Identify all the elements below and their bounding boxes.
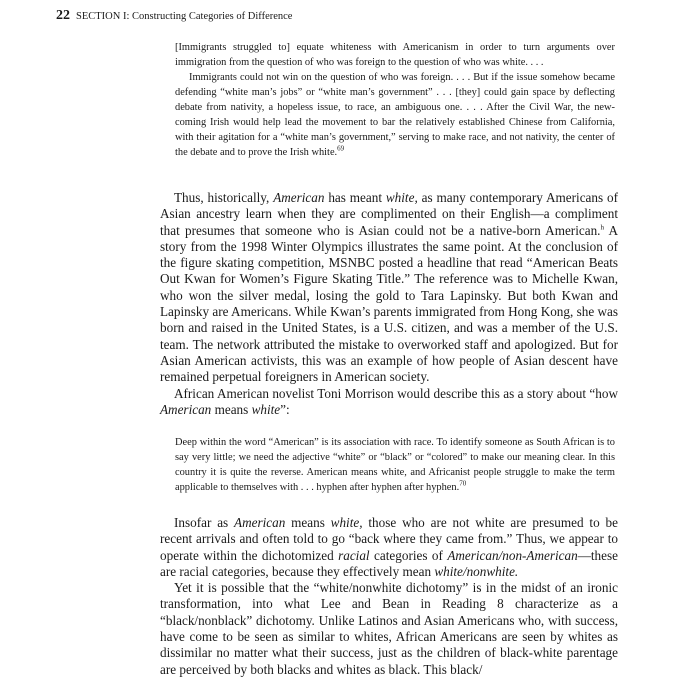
text-run: Insofar as <box>174 515 235 530</box>
running-head <box>56 8 292 24</box>
text-run: —these are racial categories, because they effectively mean <box>160 547 618 579</box>
quote-text: Immigrants could not win on the question of who was foreign. . . . But if the issue somehow became defending “white man’s jobs” or “white man’s government” . . . [they] could gain space by deflecting debate from nativity, a hopeless issue, to race, an ambiguous one. . . . After the Civil War, the new-coming Irish would help lead the movement to bar the relatively established Chinese from California, with their agitation for a “white man’s government,” serving to make race, and not nativity, the center of the debate and to prove the Irish white. <box>175 72 615 158</box>
italic-term: American <box>160 401 212 417</box>
italic-term: racial <box>338 547 370 563</box>
text-run: A story from the 1998 Winter Olympics illustrates the same point. At the conclusion of the figure skating competition, MSNBC posted a headline that read “American Beats Out Kwan for Women’s Figure Skating Title.” The reference was to Michelle Kwan, who won the silver medal, losing the gold to Tara Lapinsky. But both Kwan and Lapinsky are Americans. While Kwan’s parents immigrated from Hong Kong, she was born and raised in the United States, is a U.S. citizen, and was a member of the U.S. team. The network attributed the mistake to overworked staff and apologized. But for Asian American activists, this was an example of how people of Asian descent have remained perpetual foreigners in American society. <box>160 222 619 385</box>
text-run: means <box>285 515 331 530</box>
body-paragraph: Yet it is possible that the “white/nonwhite dichotomy” is in the midst of an ironic transformation, into what Lee and Bean in Reading 8 characterize as a “black/nonblack” dichotomy. Unlike Latinos and Asian Americans who, with success, have come to be seen as similar to whites, African Americans are seen by whites as dissimilar no matter what their success, just as the children of black-white parentage are perceived by both blacks and whites as black. This black/ <box>160 580 618 677</box>
text-run: has meant <box>324 190 386 205</box>
section-title: SECTION I: Constructing Categories of Difference <box>76 11 293 22</box>
body-text-section-1 <box>160 190 618 418</box>
block-quote-morrison <box>175 435 615 495</box>
quote-paragraph <box>175 70 615 160</box>
text-run: categories of <box>369 547 448 563</box>
quote-text: Deep within the word “American” is its association with race. To identify someone as South African is to say very little; we need the adjective “white” or “black” or “colored” to make our meaning clear. In this country it is quite the reverse. American means white, and Africanist people struggle to make the term applicable to themselves with . . . hyphen after hyphen after hyphen. <box>175 437 615 493</box>
body-text-section-2 <box>160 515 618 678</box>
italic-term: American <box>234 515 286 530</box>
body-paragraph <box>160 190 618 386</box>
block-quote-immigrants <box>175 40 615 160</box>
footnote-marker: 69 <box>337 144 345 153</box>
italic-term: white <box>251 401 281 417</box>
italic-term: American <box>273 190 325 205</box>
body-paragraph <box>160 515 618 580</box>
italic-term: white/nonwhite. <box>434 563 519 579</box>
text-run: those who are not white are presumed to be recent arrivals and often told to go “back where they came from.” Thus, we appear to operate within the dichotomized <box>160 515 618 563</box>
text-run: Thus, historically, <box>174 190 274 205</box>
footnote-marker: h <box>600 223 604 232</box>
footnote-marker: 70 <box>459 479 467 488</box>
text-run: as many contemporary Americans of Asian ancestry learn when they are complimented on their English—a compliment that presumes that someone who is Asian could not be a native-born American. <box>160 190 618 238</box>
italic-term: white, <box>385 190 418 205</box>
quote-paragraph: [Immigrants struggled to] equate whiteness with Americanism in order to turn arguments over immigration from the question of who was foreign to the question of who was white. . . . <box>175 42 615 68</box>
quote-paragraph <box>175 435 615 495</box>
text-run: means <box>211 401 252 417</box>
italic-term: white, <box>330 515 363 530</box>
italic-term: American/non-American <box>447 547 578 563</box>
body-paragraph <box>160 386 618 419</box>
page-number: 22 <box>56 8 70 23</box>
text-run: African American novelist Toni Morrison would describe this as a story about “how <box>174 385 618 401</box>
text-run: ”: <box>280 401 290 417</box>
